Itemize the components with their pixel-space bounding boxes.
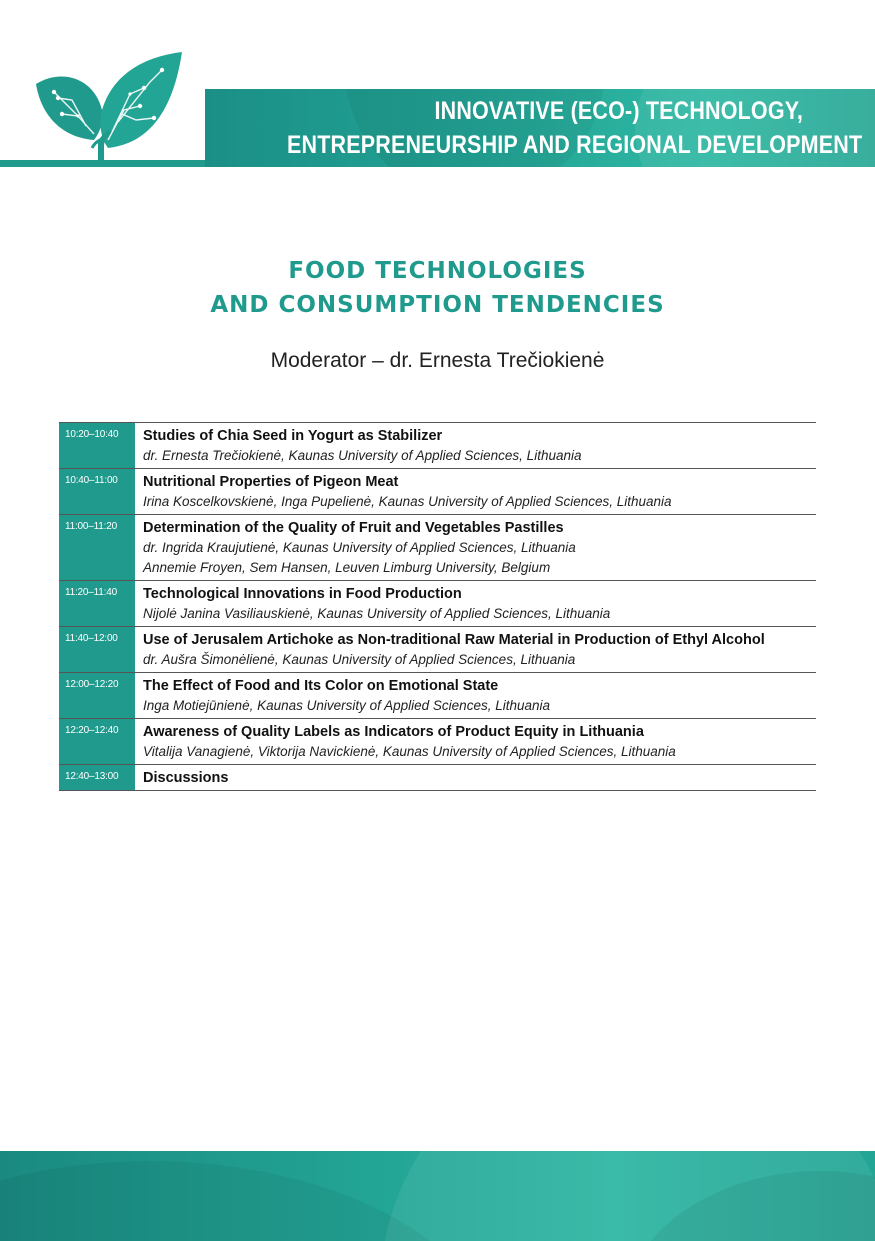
schedule-row [59,765,816,791]
schedule-row [59,673,816,719]
conference-title-line1: INNOVATIVE (ECO-) TECHNOLOGY, [434,97,803,125]
conference-title-line2: ENTREPRENEURSHIP AND REGIONAL DEVELOPMENT [287,131,863,159]
talk-authors: dr. Aušra Šimonėlienė, Kaunas University of Applied Sciences, Lithuania [143,652,576,667]
talk-authors: Nijolė Janina Vasiliauskienė, Kaunas University of Applied Sciences, Lithuania [143,606,611,621]
time-slot: 11:00–11:20 [59,515,135,580]
schedule-table [59,422,816,791]
talk-title: Awareness of Quality Labels as Indicators of Product Equity in Lithuania [143,724,644,740]
time-slot: 10:20–10:40 [59,423,135,468]
talk-title: Discussions [143,770,229,786]
talk-title: Determination of the Quality of Fruit and Vegetables Pastilles [143,520,564,536]
talk-authors: Irina Koscelkovskienė, Inga Pupelienė, Kaunas University of Applied Sciences, Lithuania [143,494,672,509]
talk-title: Technological Innovations in Food Production [143,586,462,602]
talk-details [135,719,816,764]
talk-details [135,423,816,468]
leaf-circuit-tree-logo-icon [32,48,192,163]
talk-title: Studies of Chia Seed in Yogurt as Stabilizer [143,428,443,444]
talk-authors: Annemie Froyen, Sem Hansen, Leuven Limburg University, Belgium [143,560,551,575]
time-slot: 12:00–12:20 [59,673,135,718]
time-slot: 11:40–12:00 [59,627,135,672]
talk-title: The Effect of Food and Its Color on Emotional State [143,678,499,694]
session-title [0,254,875,322]
schedule-row [59,627,816,673]
time-slot: 10:40–11:00 [59,469,135,514]
talk-details [135,469,816,514]
session-title-line1: FOOD TECHNOLOGIES [288,258,587,284]
time-slot: 12:20–12:40 [59,719,135,764]
talk-authors: dr. Ernesta Trečiokienė, Kaunas University of Applied Sciences, Lithuania [143,448,582,463]
talk-authors: dr. Ingrida Kraujutienė, Kaunas University of Applied Sciences, Lithuania [143,540,576,555]
talk-details [135,581,816,626]
talk-authors: Vitalija Vanagienė, Viktorija Navickienė, Kaunas University of Applied Sciences, Lithuania [143,744,676,759]
talk-authors: Inga Motiejūnienė, Kaunas University of Applied Sciences, Lithuania [143,698,550,713]
schedule-row [59,469,816,515]
talk-title: Nutritional Properties of Pigeon Meat [143,474,399,490]
conference-title [287,94,863,162]
time-slot: 11:20–11:40 [59,581,135,626]
talk-title: Use of Jerusalem Artichoke as Non-traditional Raw Material in Production of Ethyl Alcohol [143,632,765,648]
session-title-line2: AND CONSUMPTION TENDENCIES [210,292,665,318]
schedule-row [59,423,816,469]
talk-details [135,673,816,718]
moderator-line: Moderator – dr. Ernesta Trečiokienė [270,349,605,372]
footer-band [0,1151,875,1241]
schedule-row [59,719,816,765]
schedule-row [59,581,816,627]
schedule-row [59,515,816,581]
talk-details [135,515,816,580]
talk-details [135,765,816,790]
talk-details [135,627,816,672]
time-slot: 12:40–13:00 [59,765,135,790]
